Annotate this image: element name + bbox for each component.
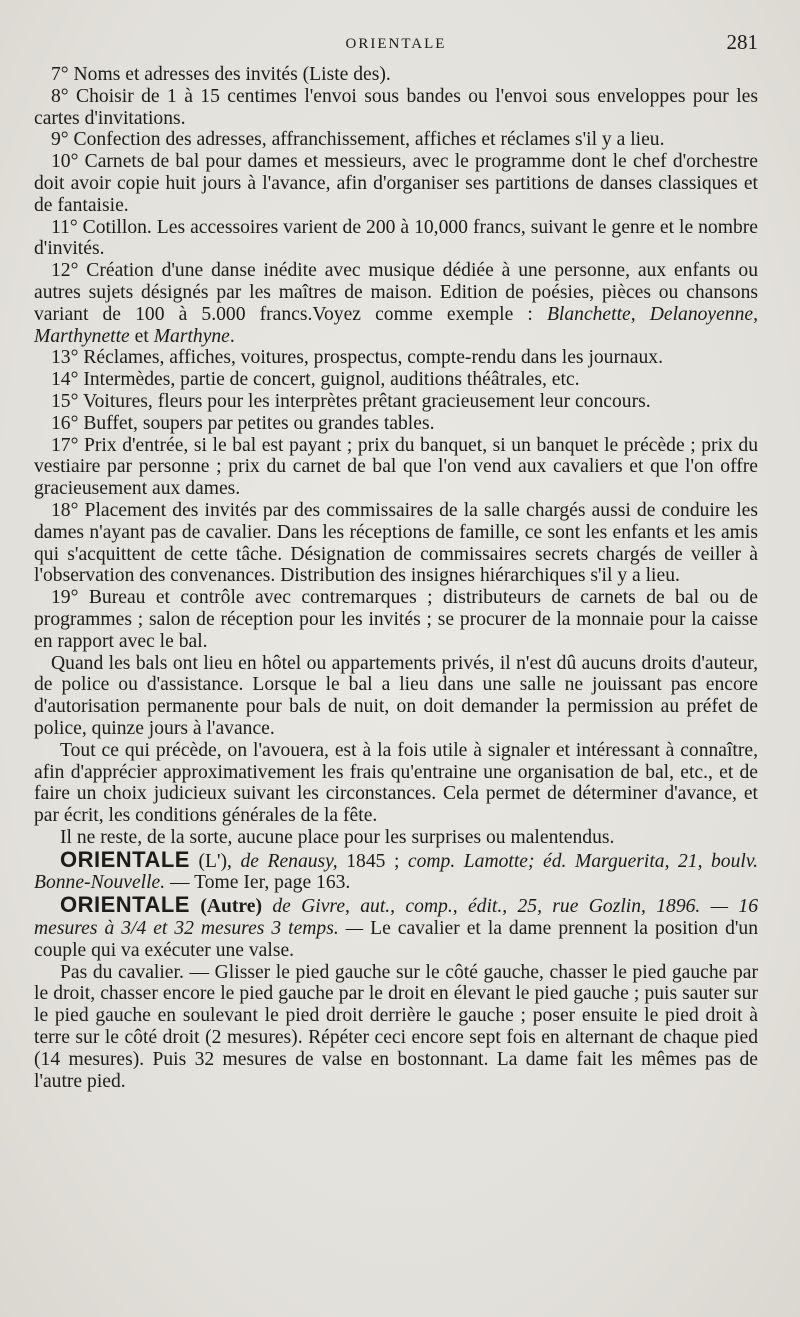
page-header bbox=[34, 30, 758, 64]
paragraph-steps: Pas du cavalier. — Glisser le pied gauche sur le côté gauche, chasser le pied gauche par le droit, chasser encore le pied gauche par le droit en élevant le pied gauche ; puis sauter sur le pied gauche en soulevant le pied droit derrière le gauche ; poser ensuite le pied droit à terre sur le côté droit (2 mesures). Répéter ceci encore sept fois en alternant de chaque pied (14 mesures). Puis 32 mesures de valse en bostonnant. La dame fait les mêmes pas de l'autre pied. bbox=[34, 961, 758, 1092]
paragraph-summary: Tout ce qui précède, on l'avouera, est à la fois utile à signaler et intéressant à connaître, afin d'apprécier approximativement les frais qu'entraine une organisation de bal, etc., et de faire un choix judicieux suivant les circonstances. Cela permet de déterminer d'avance, et par écrit, les conditions générales de la fête. bbox=[34, 739, 758, 827]
entry-headword: ORIENTALE bbox=[60, 892, 190, 918]
list-item-8: 8° Choisir de 1 à 15 centimes l'envoi sous bandes ou l'envoi sous enveloppes pour les cartes d'invitations. bbox=[34, 85, 758, 129]
list-item-12-text: 12° Création d'une danse inédite avec musique dédiée à une personne, aux enfants ou autres sujets désignés par les maîtres de maison. Edition de poésies, pièces ou chansons variant de 100 à 5.000 francs.Voyez comme exemple : bbox=[34, 260, 758, 325]
list-item-18: 18° Placement des invités par des commissaires de la salle chargés aussi de conduire les dames n'ayant pas de cavalier. Dans les réceptions de famille, ce sont les enfants et les amis qui s'acquittent de cette tâche. Désignation de commissaires secrets chargés de veiller à l'observation des convenances. Distribution des insignes hiérarchiques s'il y a lieu. bbox=[34, 499, 758, 587]
entry-composer: comp. Lamotte; éd. Marguerita, 21, boulv. Bonne-Nouvelle. bbox=[34, 850, 758, 894]
list-item-9: 9° Confection des adresses, affranchissement, affiches et réclames s'il y a lieu. bbox=[51, 129, 665, 151]
entry-source: de Givre, aut., comp., édit., 25, rue Gozlin, 1896. — 16 mesures à 3/4 et 32 mesures 3 temps. — bbox=[34, 896, 758, 940]
list-item-19: 19° Bureau et contrôle avec contremarques ; distributeurs de carnets de bal ou de programmes ; salon de réception pour les invités ; se procurer de la monnaie pour la caisse en rapport avec le bal. bbox=[34, 587, 758, 652]
list-item-12 bbox=[34, 260, 758, 347]
entry-orientale-2 bbox=[34, 894, 758, 961]
list-item-11: 11° Cotillon. Les accessoires varient de 200 à 10,000 francs, suivant le genre et le nombre d'invités. bbox=[34, 216, 758, 260]
paragraph-conclusion: Il ne reste, de la sorte, aucune place pour les surprises ou malentendus. bbox=[60, 826, 615, 848]
list-item-7: 7° Noms et adresses des invités (Liste des). bbox=[51, 64, 391, 85]
period: . bbox=[229, 325, 235, 347]
entry-year: 1845 ; bbox=[337, 850, 408, 872]
entry-headword: ORIENTALE bbox=[60, 846, 190, 872]
entry-description: Le cavalier et la dame prennent la position d'un couple qui va exécuter une valse. bbox=[34, 918, 758, 961]
paragraph-private-balls: Quand les bals ont lieu en hôtel ou appartements privés, il n'est dû aucuns droits d'auteur, de police ou d'assistance. Lorsque le bal a lieu dans une salle ne jouissant pas encore d'autorisation permanente pour bals de nuit, on doit demander la permission au préfet de police, quinze jours à l'avance. bbox=[34, 652, 758, 739]
list-item-17: 17° Prix d'entrée, si le bal est payant ; prix du banquet, si un banquet le précède ; prix du vestiaire par personne ; prix du carnet de bal que l'on vend aux cavaliers et que l'on offre gracieusement aux dames. bbox=[34, 434, 758, 500]
entry-qualifier: (Autre) bbox=[189, 896, 273, 918]
body-text bbox=[34, 64, 758, 1092]
page-number: 281 bbox=[726, 30, 758, 54]
example-dances: Blanchette, Delanoyenne, Marthynette bbox=[34, 303, 758, 347]
entry-article: (L'), bbox=[189, 850, 241, 872]
running-title: ORIENTALE bbox=[345, 36, 447, 52]
entry-reference: — Tome Ier, page 163. bbox=[165, 872, 351, 894]
list-item-15: 15° Voitures, fleurs pour les interprètes prêtant gracieusement leur concours. bbox=[51, 390, 651, 412]
list-item-13: 13° Réclames, affiches, voitures, prospectus, compte-rendu dans les journaux. bbox=[51, 347, 663, 369]
entry-source: de Renausy, bbox=[240, 850, 338, 872]
list-item-10: 10° Carnets de bal pour dames et messieurs, avec le programme dont le chef d'orchestre doit avoir copie huit jours à l'avance, afin d'organiser ses partitions de danses classiques et de fantaisie. bbox=[34, 151, 758, 216]
list-item-16: 16° Buffet, soupers par petites ou grandes tables. bbox=[51, 412, 435, 434]
list-item-14: 14° Intermèdes, partie de concert, guignol, auditions théâtrales, etc. bbox=[51, 369, 580, 391]
example-dance-last: Marthyne bbox=[153, 325, 230, 347]
conjunction: et bbox=[129, 325, 154, 347]
entry-orientale-1 bbox=[34, 846, 758, 895]
